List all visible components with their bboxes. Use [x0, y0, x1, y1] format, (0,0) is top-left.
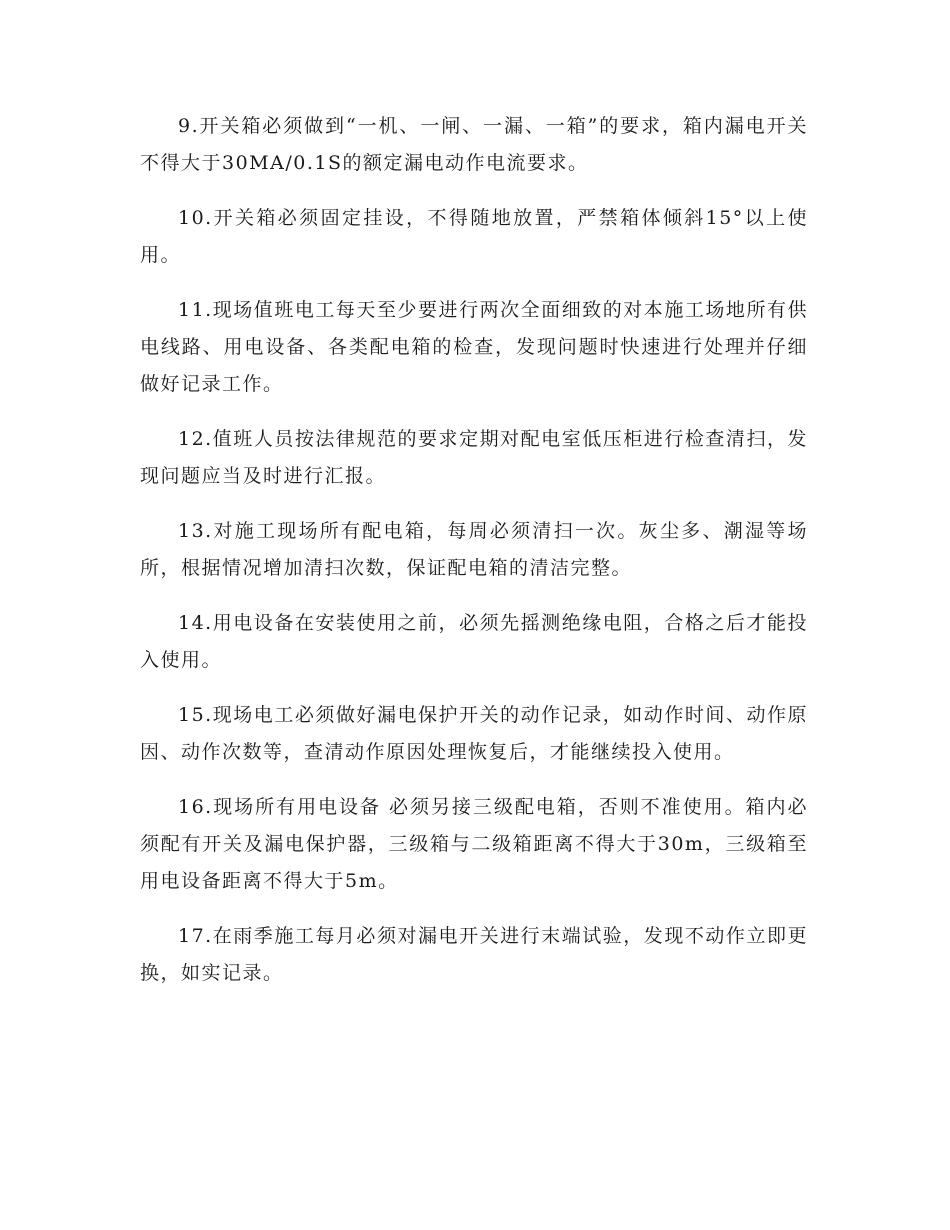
paragraph-item-10: 10.开关箱必须固定挂设，不得随地放置，严禁箱体倾斜15°以上使用。	[140, 207, 808, 266]
paragraph-item-13: 13.对施工现场所有配电箱，每周必须清扫一次。灰尘多、潮湿等场所，根据情况增加清扫次数，保证配电箱的清洁完整。	[140, 520, 808, 579]
paragraph-item-15: 15.现场电工必须做好漏电保护开关的动作记录，如动作时间、动作原因、动作次数等，查清动作原因处理恢复后，才能继续投入使用。	[140, 704, 808, 763]
document-body	[140, 108, 808, 1010]
paragraph-item-17: 17.在雨季施工每月必须对漏电开关进行末端试验，发现不动作立即更换，如实记录。	[140, 925, 808, 984]
paragraph-item-9: 9.开关箱必须做到“一机、一闸、一漏、一箱”的要求，箱内漏电开关不得大于30MA/0.1S的额定漏电动作电流要求。	[140, 115, 808, 174]
paragraph-item-11: 11.现场值班电工每天至少要进行两次全面细致的对本施工场地所有供电线路、用电设备、各类配电箱的检查，发现问题时快速进行处理并仔细做好记录工作。	[140, 299, 808, 395]
paragraph-item-12: 12.值班人员按法律规范的要求定期对配电室低压柜进行检查清扫，发现问题应当及时进行汇报。	[140, 428, 808, 487]
paragraph-item-14: 14.用电设备在安装使用之前，必须先摇测绝缘电阻，合格之后才能投入使用。	[140, 612, 808, 671]
paragraph-item-16: 16.现场所有用电设备 必须另接三级配电箱，否则不准使用。箱内必须配有开关及漏电保护器，三级箱与二级箱距离不得大于30m，三级箱至用电设备距离不得大于5m。	[140, 796, 808, 892]
